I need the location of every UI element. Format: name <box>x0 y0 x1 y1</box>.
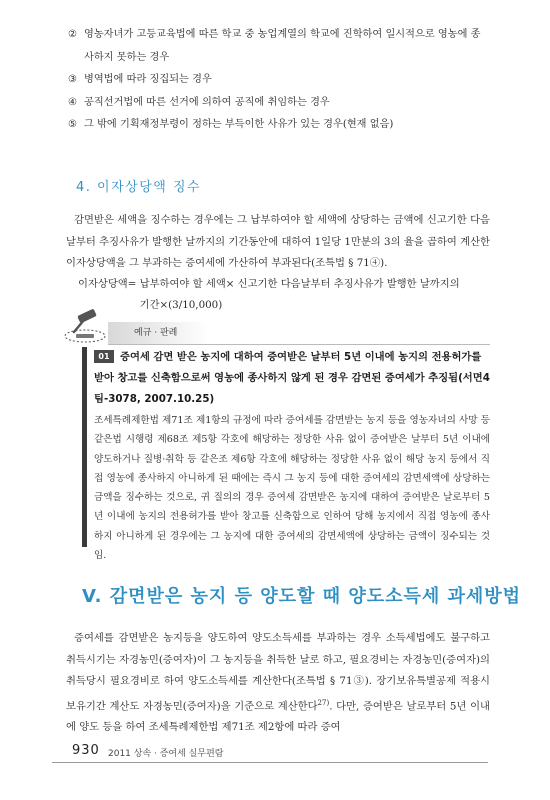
list-item-text: 영농자녀가 고등교육법에 따른 학교 중 농업계열의 학교에 진학하여 일시적으로 영농에 종사하지 못하는 경우 <box>84 29 481 63</box>
section-5-paragraph <box>66 628 490 739</box>
footer-title: 2011 상속 · 증여세 실무편람 <box>108 749 224 759</box>
list-marker: ④ <box>68 96 78 108</box>
list-item <box>68 114 488 137</box>
list-item-text: 공직선거법에 따른 선거에 의하여 공직에 취임하는 경우 <box>84 96 330 108</box>
formula-line-2: 기간×(3/10,000) <box>139 299 223 311</box>
section-5-text: 증여세를 감면받은 농지등을 양도하여 양도소득세를 부과하는 경우 소득세법에도 불구하고 취득시기는 자경농민(증여자)이 그 농지등을 취득한 날로 하고, 필요경비는 자경농민(증여자)의 취득당시 필요경비로 하여 양도소득세를 계산한다(조특법 § 71③). 장기보유특별공제 적용시 보유기간 계산도 자경농민(증여자)을 기준으로 계산한다 <box>66 632 490 712</box>
case-title <box>94 347 490 410</box>
case-title-text: 증여세 감면 받은 농지에 대하여 증여받은 날부터 5년 이내에 농지의 전용허가를 받아 창고를 신축함으로써 영농에 종사하지 않게 된 경우 감면된 증여세가 추징됨(서면4팀-3078, 2007.10.25) <box>94 351 490 405</box>
list-item-text: 병역법에 따라 징집되는 경우 <box>84 74 212 85</box>
section-4-body <box>66 210 490 275</box>
footer-rule <box>52 762 488 763</box>
section-5-body <box>66 628 490 739</box>
formula-lead: 이자상당액= <box>78 278 140 290</box>
list-item-text: 그 밖에 기획재정부령이 정하는 부득이한 사유가 있는 경우(현재 없음) <box>84 119 394 130</box>
section-5-title: V. 감면받은 농지 등 양도할 때 양도소득세 과세방법 <box>82 586 522 607</box>
section-4-title: 4. 이자상당액 징수 <box>76 180 202 195</box>
list-marker: ② <box>68 29 78 40</box>
case-label: 예규 · 판례 <box>134 328 178 338</box>
gavel-icon <box>60 306 110 346</box>
page-number: 930 <box>72 743 100 758</box>
case-number-badge: 01 <box>94 350 114 363</box>
section-5-text-tail: . 다만, 증여받은 날로부터 5년 이내에 양도 등을 하여 조세특례제한법 제71조 제2항에 따라 증여 <box>66 699 490 734</box>
case-text: 조세특례제한법 제71조 제1항의 규정에 따라 증여세를 감면받는 농지 등을 영농자녀의 사망 등 같은법 시행령 제68조 제5항 각호에 해당하는 정당한 사유 없이 증여받은 날부터 5년 이내에 양도하거나 질병·취학 등 같은조 제6항 각호에 해당하는 정당한 사유 없이 해당 농지 등에서 직접 영농에 종사하지 아니하게 된 때에는 즉시 그 농지 등에 대한 증여세의 감면세액에 상당하는 금액을 징수하는 것으로, 귀 질의의 경우 증여세 감면받은 농지에 대하여 증여받은 날로부터 5년 이내에 농지의 전용허가를 받아 창고를 신축함으로 인하여 당해 농지에서 직접 영농에 종사하지 아니하게 된 경우에는 그 농지에 대한 증여세의 감면세액에 상당하는 금액이 징수되는 것임. <box>94 415 490 562</box>
list-marker: ⑤ <box>68 119 78 130</box>
footnote-mark: 27) <box>317 698 330 707</box>
list-item <box>68 24 488 69</box>
case-side-bar <box>82 347 87 547</box>
list-item <box>68 69 488 92</box>
case-header <box>108 322 490 345</box>
interest-formula <box>78 274 460 316</box>
formula-line-1: 납부하여야 할 세액× 신고기한 다음날부터 추징사유가 발행한 날까지의 <box>139 278 460 290</box>
section-4-paragraph: 감면받은 세액을 징수하는 경우에는 그 납부하여야 할 세액에 상당하는 금액에 신고기한 다음날부터 추징사유가 발행한 날까지의 기간동안에 대하여 1일당 1만분의 3의 율을 곱하여 계산한 이자상당액을 그 부과하는 증여세에 가산하여 부과된다(조특법 § 71④). <box>66 214 490 269</box>
list-marker: ③ <box>68 74 78 85</box>
case-body <box>94 347 490 565</box>
exception-list <box>68 24 488 137</box>
list-item <box>68 92 488 115</box>
